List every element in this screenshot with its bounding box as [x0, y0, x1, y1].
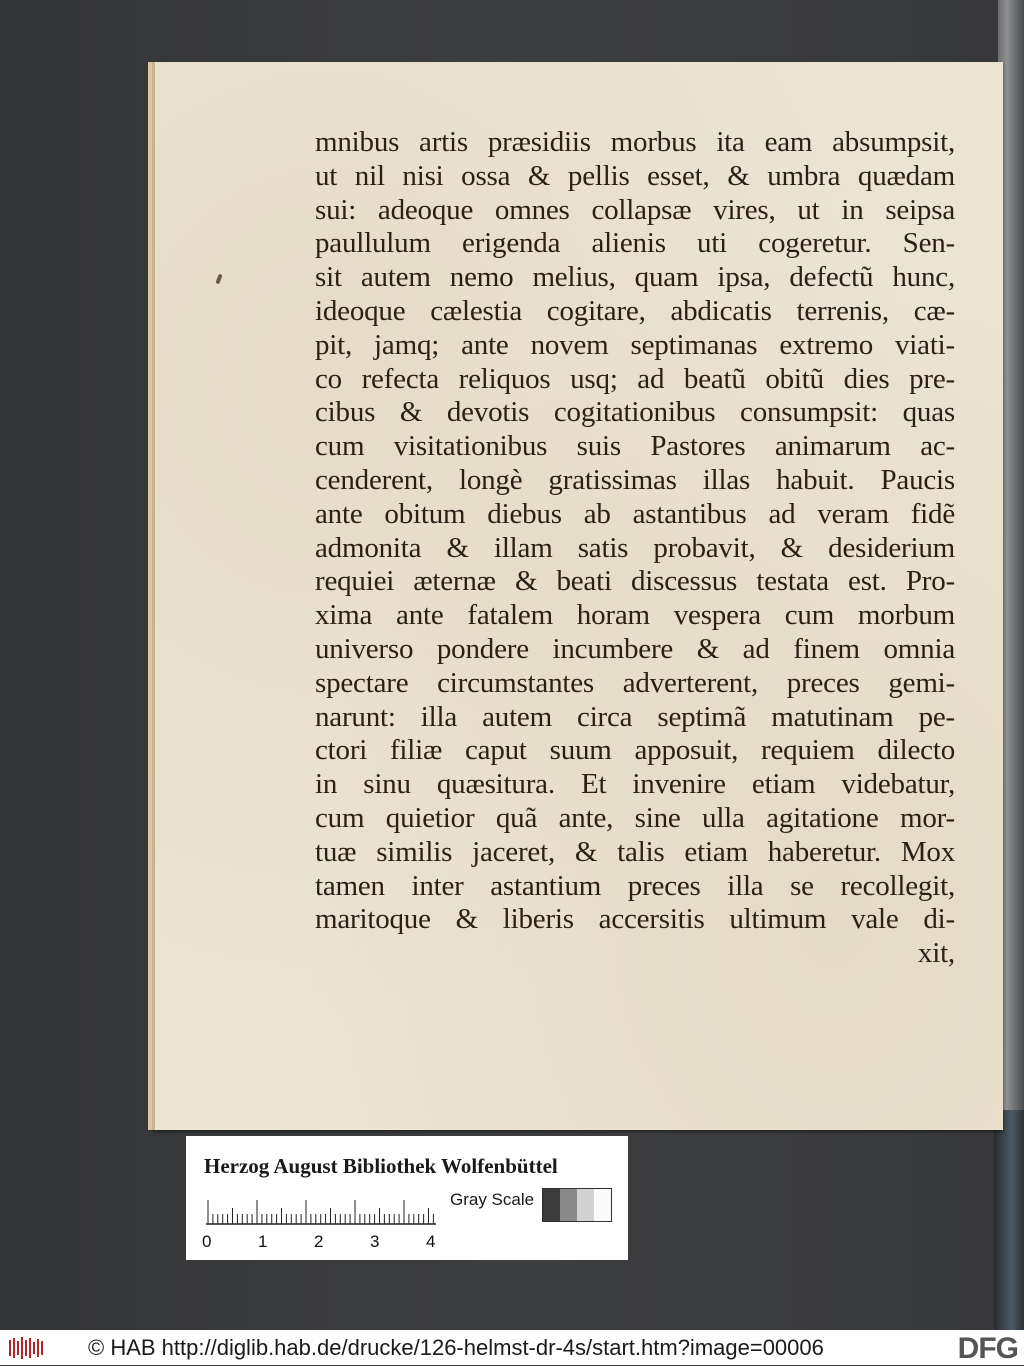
text-line: ante obitum diebus ab astantibus ad veram fidẽ	[315, 497, 955, 530]
page-text-block	[315, 126, 955, 971]
text-line: pit, jamq; ante novem septimanas extremo viati-	[315, 328, 955, 361]
library-name: Herzog August Bibliothek Wolfenbüttel	[204, 1154, 558, 1178]
ruler-number: 3	[370, 1232, 380, 1251]
text-line: xit,	[917, 937, 955, 970]
ruler-number: 0	[202, 1232, 212, 1251]
ruler-numbers	[200, 1232, 460, 1254]
text-line: requiei æternæ & beati discessus testata est. Pro-	[315, 565, 955, 598]
ruler-number: 1	[258, 1232, 268, 1251]
text-line: cum quietior quã ante, sine ulla agitatione mor-	[315, 801, 955, 834]
color-calibration-card	[186, 1136, 628, 1260]
text-line: admonita & illam satis probavit, & desiderium	[315, 531, 955, 564]
text-line: cum visitationibus suis Pastores animarum ac-	[315, 430, 955, 463]
binding-edge	[994, 1110, 1024, 1330]
ruler	[206, 1194, 436, 1228]
text-line: mnibus artis præsidiis morbus ita eam absumpsit,	[315, 126, 955, 158]
dfg-logo: DFG	[957, 1332, 1018, 1365]
gray-scale-swatch	[542, 1188, 612, 1222]
text-line: narunt: illa autem circa septimã matutinam pe-	[315, 700, 955, 733]
hab-logo-icon	[8, 1336, 48, 1360]
text-line: paullulum erigenda alienis uti cogeretur. Sen-	[315, 227, 955, 260]
text-line: maritoque & liberis accersitis ultimum vale di-	[315, 903, 955, 936]
text-line: in sinu quæsitura. Et invenire etiam videbatur,	[315, 768, 955, 801]
text-line: xima ante fatalem horam vespera cum morbum	[315, 599, 955, 632]
text-line: ideoque cælestia cogitare, abdicatis terrenis, cæ-	[315, 294, 955, 327]
footer-url: © HAB http://diglib.hab.de/drucke/126-helmst-dr-4s/start.htm?image=00006	[88, 1335, 824, 1360]
text-line: cibus & devotis cogitationibus consumpsit: quas	[315, 396, 955, 429]
ruler-number: 4	[426, 1232, 436, 1251]
text-line: tuæ similis jaceret, & talis etiam haberetur. Mox	[315, 835, 955, 868]
text-line: cenderent, longè gratissimas illas habuit. Paucis	[315, 463, 955, 496]
text-line: ctori filiæ caput suum apposuit, requiem dilecto	[315, 734, 955, 767]
text-line: sui: adeoque omnes collapsæ vires, ut in seipsa	[315, 193, 955, 226]
ink-spot	[215, 274, 222, 285]
book-page	[152, 62, 1003, 1130]
text-line: tamen inter astantium preces illa se recollegit,	[315, 869, 955, 902]
text-line: universo pondere incumbere & ad finem omnia	[315, 632, 955, 665]
footer-bar	[0, 1330, 1024, 1365]
ruler-number: 2	[314, 1232, 324, 1251]
text-line: ut nil nisi ossa & pellis esset, & umbra quædam	[315, 159, 955, 192]
text-line: co refecta reliquos usq; ad beatũ obitũ dies pre-	[315, 362, 955, 395]
text-line: sit autem nemo melius, quam ipsa, defectũ hunc,	[315, 261, 955, 294]
gray-scale-label: Gray Scale	[450, 1190, 535, 1209]
text-line: spectare circumstantes adverterent, preces gemi-	[315, 666, 955, 699]
